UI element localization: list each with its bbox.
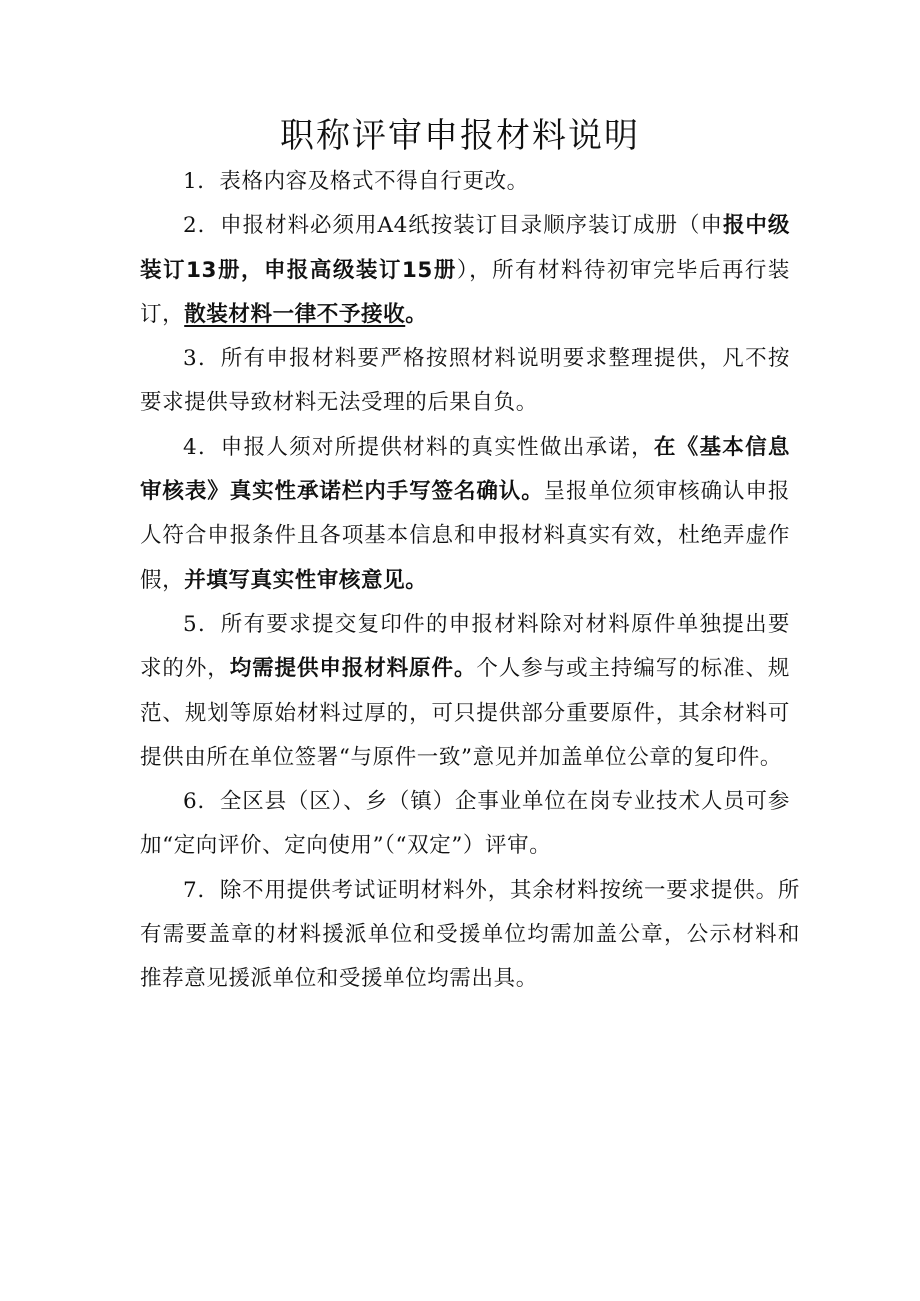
paragraph-6 [140,780,790,869]
emphasis-text: 均需提供申报材料原件。 [229,656,477,682]
emphasis-text: 在《基本信息审核表》真实性承诺栏内手写签名确认。 [140,434,791,505]
paragraph-text: 个人参与或主持编写的标准、规范、规划等原始材料过厚的，可只提供部分重要原件，其余材料可提供由所在单位签署“与原件一致”意见并加盖单位公章的复印件。 [140,656,790,770]
paragraph-text: 5．所有要求提交复印件的申报材料除对材料原件单独提出要求的外， [140,611,790,682]
paragraph-text: 4．申报人须对所提供材料的真实性做出承诺， [183,434,654,460]
paragraph-1 [140,160,790,204]
paragraph-text: 1．表格内容及格式不得自行更改。 [183,169,529,194]
paragraph-3 [140,337,790,426]
paragraph-text: 3．所有申报材料要严格按照材料说明要求整理提供，凡不按要求提供导致材料无法受理的后果自负。 [140,346,790,416]
emphasis-text: 并填写真实性审核意见。 [184,567,428,593]
emphasis-text: 散装材料一律不予接收 [184,301,406,327]
paragraph-7 [140,869,800,1002]
paragraph-text: 2．申报材料必须用A4纸按装订目录顺序装订成册（申 [183,213,723,239]
paragraph-5 [140,603,790,780]
paragraph-2 [140,204,790,337]
paragraph-text: 7．除不用提供考试证明材料外，其余材料按统一要求提供。所有需要盖章的材料援派单位和受援单位均需加盖公章，公示材料和推荐意见援派单位和受援单位均需出具。 [140,877,800,992]
document-title: 职称评审申报材料说明 [280,116,640,156]
document-body [140,160,800,1002]
paragraph-text: 6．全区县（区）、乡（镇）企事业单位在岗专业技术人员可参加“定向评价、定向使用”（“双定”）评审。 [140,789,790,859]
paragraph-text: 呈报单位须审核确认申报人符合申报条件且各项基本信息和申报材料真实有效，杜绝弄虚作假， [140,479,790,593]
paragraph-4 [140,426,790,603]
emphasis-text: 报中级装订13册，申报高级装订15册 [140,213,790,283]
paragraph-text: ），所有材料待初审完毕后再行装订， [140,257,790,327]
emphasis-text: 。 [405,301,428,327]
